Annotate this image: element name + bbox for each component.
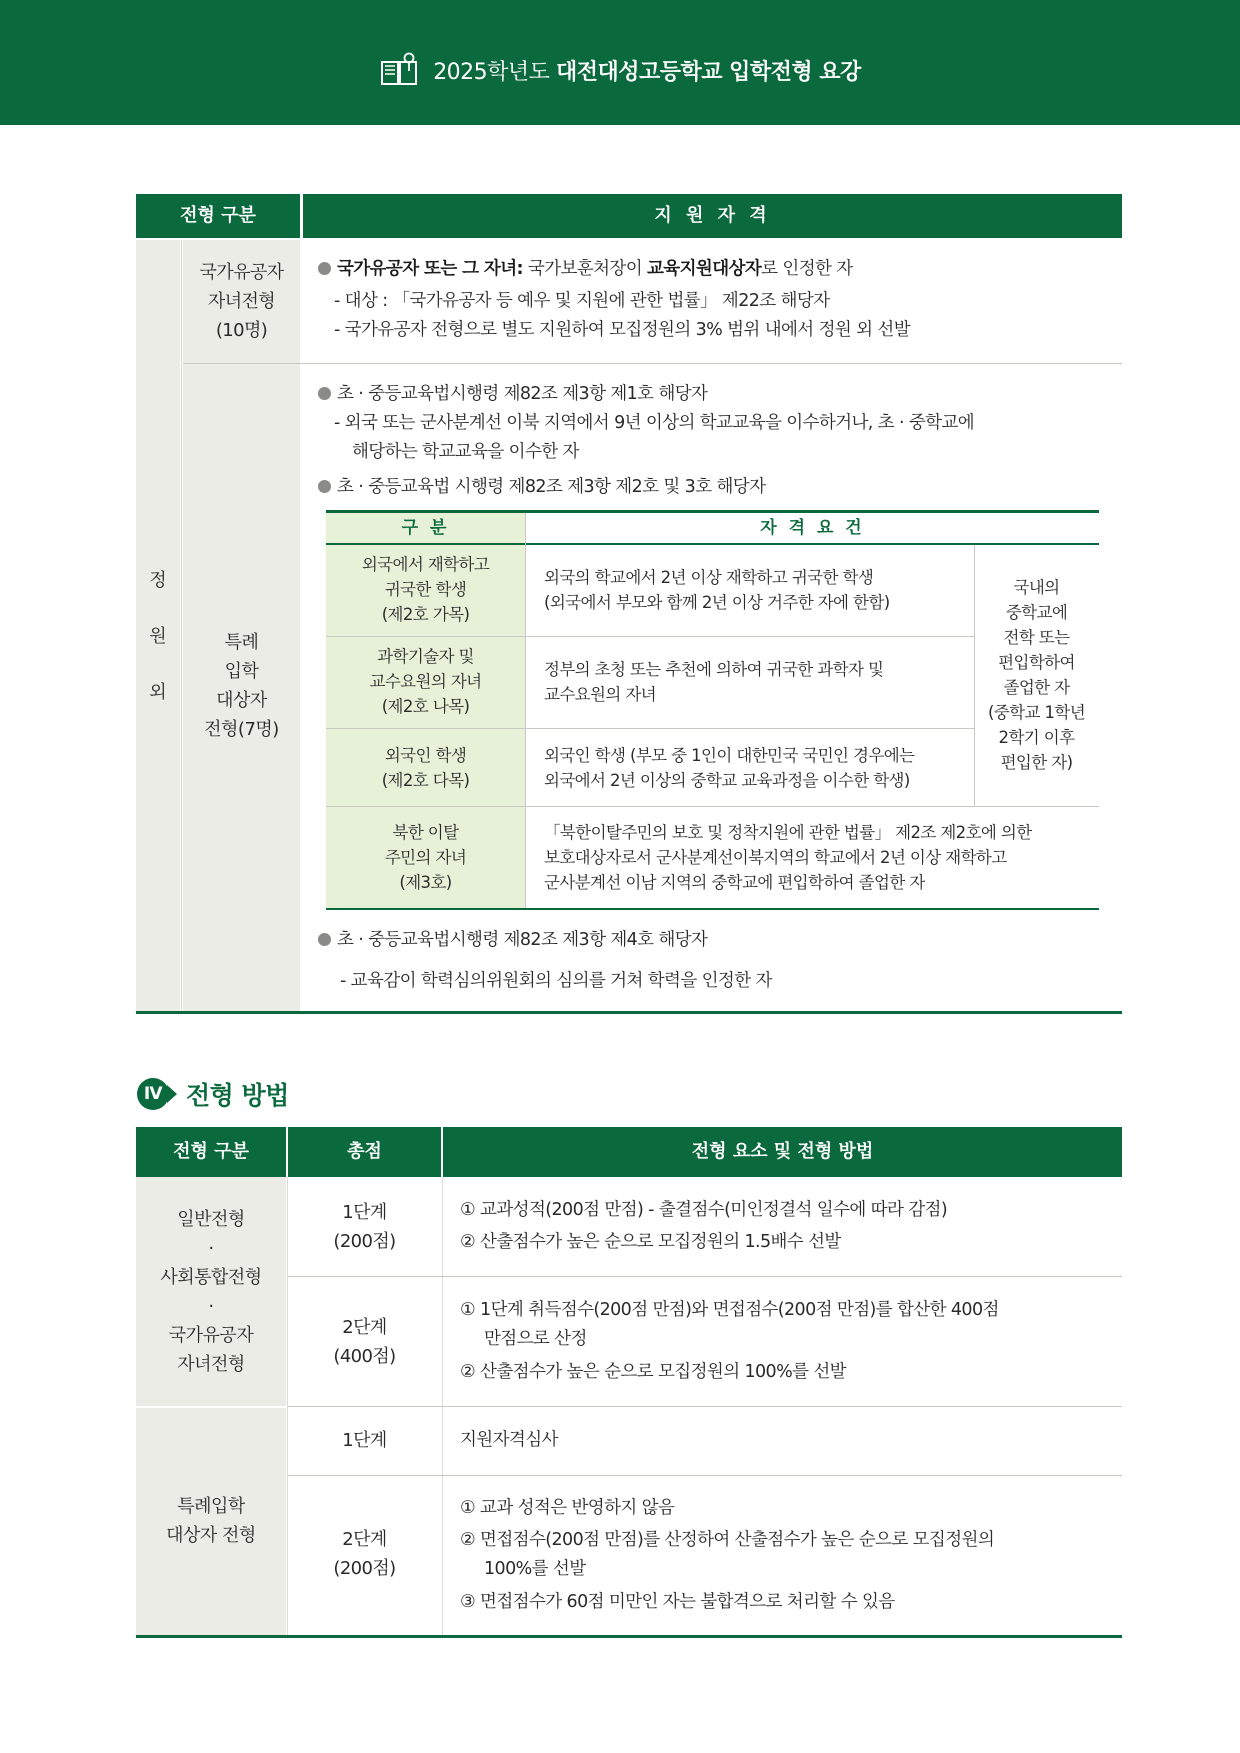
category-column [183,240,300,1012]
group-label: 정 원 외 [149,570,167,703]
method-col-method: 전형 요소 및 전형 방법 [443,1127,1122,1177]
inner-row2-category: 과학기술자 및 교수요원의 자녀 (제2호 나목) [369,647,482,716]
special-item2 [318,473,1118,502]
inner-row4-category: 북한 이탈 주민의 자녀 (제3호) [384,823,467,892]
special-item1-text: 초 · 중등교육법시행령 제82조 제3항 제1호 해당자 [337,384,708,404]
bullet-icon [318,480,331,493]
veterans-main-bold: 국가유공자 또는 그 자녀: [337,259,523,279]
veterans-sub1: - 대상 : 「국가유공자 등 예우 및 지원에 관한 법률」 제22조 해당자 [334,291,830,311]
general-stage2-score: 2단계 (400점) [333,1317,396,1367]
inner-row4-requirement: 「북한이탈주민의 보호 및 정착지원에 관한 법률」 제2조 제2호에 의한 보호대상자로서 군사분계선이북지역의 학교에서 2년 이상 재학하고 군사분계선 이남 지역의 중학교에 편입학하여 졸업한 자 [544,823,1032,892]
special-item3-text: 초 · 중등교육법시행령 제82조 제3항 제4호 해당자 [337,930,708,950]
row-divider [288,1406,1122,1407]
general-stage1-item1: ① 교과성적(200점 만점) - 출결점수(미인정결석 일수에 따라 감점) [460,1200,948,1220]
section-title [136,1076,289,1117]
special-item2-text: 초 · 중등교육법 시행령 제82조 제3항 제2호 및 3호 해당자 [337,477,766,497]
section-badge-label: Ⅳ [143,1084,163,1104]
bullet-icon [318,262,331,275]
special-item1 [318,380,1118,409]
special-stage1-item: 지원자격심사 [460,1430,558,1450]
general-category: 일반전형 · 사회통합전형 · 국가유공자 자녀전형 [160,1209,262,1375]
method-col-score: 총점 [288,1127,441,1177]
inner-col-category: 구 분 [401,518,450,538]
general-stage2-item2: ② 산출점수가 높은 순으로 모집정원의 100%를 선발 [460,1362,846,1382]
special-item3 [318,926,1118,955]
row-divider [288,1276,1122,1277]
special-stage2-item1: ① 교과 성적은 반영하지 않음 [460,1498,675,1518]
special-stage2-item2-line1: ② 면접점수(200점 만점)를 산정하여 산출점수가 높은 순으로 모집정원의 [460,1530,995,1550]
qualification-table-header [136,194,1122,238]
inner-col-requirement: 자 격 요 건 [760,518,865,538]
page-header [0,0,1240,125]
qualification-table-bottom-border [136,1011,1122,1014]
veterans-main-bold2: 교육지원대상자 [647,259,762,279]
inner-row-divider [326,636,974,637]
bullet-icon [318,387,331,400]
special-item3-sub: - 교육감이 학력심의위원회의 심의를 거쳐 학력을 인정한 자 [340,971,772,991]
veterans-sub2: - 국가유공자 전형으로 별도 지원하여 모집정원의 3% 범위 내에서 정원 외 선발 [334,320,911,340]
special-stage2-score: 2단계 (200점) [333,1529,396,1579]
veterans-main-mid: 국가보훈처장이 [522,259,647,279]
veterans-main [318,255,1118,284]
row-divider [288,1475,1122,1476]
veterans-main-end: 로 인정한 자 [761,259,853,279]
book-icon [379,52,419,94]
special-item1-sub-line1: - 외국 또는 군사분계선 이북 지역에서 9년 이상의 학교교육을 이수하거나, 초 · 중학교에 [334,413,975,433]
inner-divider [525,513,526,908]
special-method-category: 특례입학 대상자 전형 [166,1496,256,1546]
row-divider [183,363,1122,364]
general-stage2-item1-line2: 만점으로 산정 [484,1329,587,1349]
divider [136,1406,286,1408]
general-stage1-score: 1단계 (200점) [333,1202,396,1252]
special-stage2-item2-line2: 100%를 선발 [484,1559,586,1579]
method-col-category: 전형 구분 [136,1127,286,1177]
inner-row1-requirement: 외국의 학교에서 2년 이상 재학하고 귀국한 학생 (외국에서 부모와 함께 2년 이상 거주한 자에 한함) [544,568,890,612]
method-table-bottom-border [136,1635,1122,1638]
inner-row1-category: 외국에서 재학하고 귀국한 학생 (제2호 가목) [361,555,490,624]
special-item1-sub-line2: 해당하는 학교교육을 이수한 자 [352,442,579,462]
inner-table-bottom-border [326,908,1099,910]
inner-row3-category: 외국인 학생 (제2호 다목) [381,746,470,790]
inner-row-divider [326,806,1099,807]
inner-row3-requirement: 외국인 학생 (부모 중 1인이 대한민국 국민인 경우에는 외국에서 2년 이상의 중학교 교육과정을 이수한 학생) [544,746,915,790]
general-stage1-item2: ② 산출점수가 높은 순으로 모집정원의 1.5배수 선발 [460,1232,841,1252]
divider [181,240,182,1012]
special-stage1-score: 1단계 [342,1430,387,1451]
col-category-header: 전형 구분 [136,194,300,238]
header-school-title: 대전대성고등학교 입학전형 요강 [555,60,861,85]
inner-row2-requirement: 정부의 초청 또는 추천에 의하여 귀국한 과학자 및 교수요원의 자녀 [544,660,884,704]
special-stage2-item3: ③ 면접점수가 60점 미만인 자는 불합격으로 처리할 수 있음 [460,1592,895,1612]
inner-row-divider [326,728,974,729]
header-year: 2025학년도 [433,60,550,85]
general-stage2-item1-line1: ① 1단계 취득점수(200점 만점)와 면접점수(200점 만점)를 합산한 400점 [460,1300,999,1320]
inner-common-note: 국내의 중학교에 전학 또는 편입학하여 졸업한 자 (중학교 1학년 2학기 이후 편입한 자) [987,578,1086,772]
special-category: 특례 입학 대상자 전형(7명) [204,632,279,740]
bullet-icon [318,933,331,946]
col-qualification-header: 지 원 자 격 [303,194,1122,238]
veterans-category: 국가유공자 자녀전형 (10명) [199,262,284,341]
section-title-text: 전형 방법 [186,1081,289,1110]
header-title [0,52,1240,94]
